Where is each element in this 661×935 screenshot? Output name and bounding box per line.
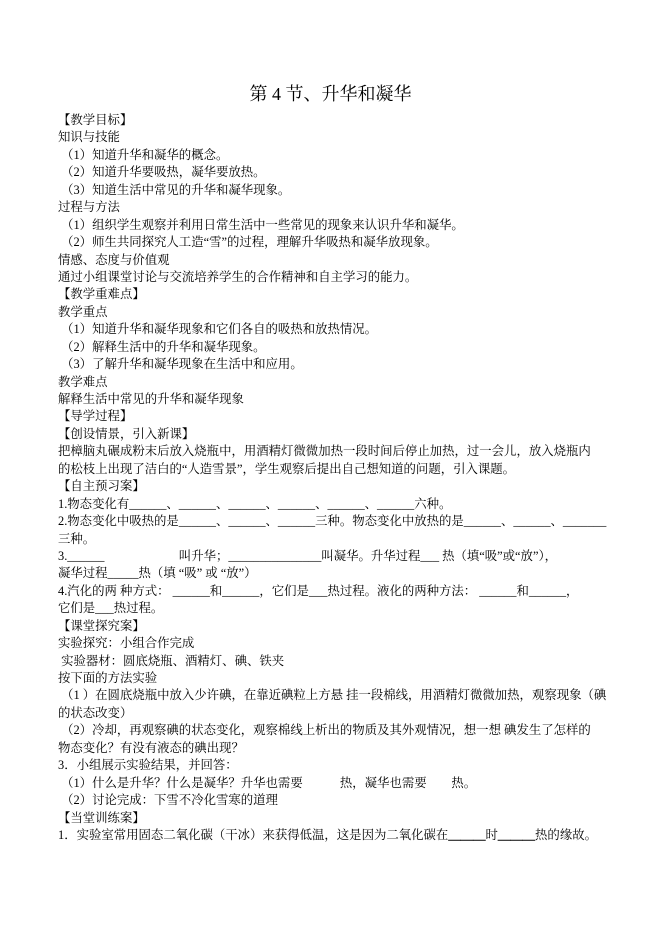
doc-line: 实验探究：小组合作完成 bbox=[58, 636, 195, 651]
heading-guided-learning-process: 【导学过程】 bbox=[58, 409, 133, 424]
heading-key-and-difficult-points: 【教学重难点】 bbox=[58, 287, 145, 302]
doc-line: （2）师生共同探究人工造“雪”的过程，理解升华吸热和凝华放现象。 bbox=[58, 235, 438, 250]
doc-line: 知识与技能 bbox=[58, 130, 120, 145]
doc-line: 实验器材：圆底烧瓶、酒精灯、碘、铁夹 bbox=[58, 653, 285, 668]
fill-blank-question: 4.汽化的两 种方式： ______和______，它们是___热过程。液化的两种方法： ______和______， bbox=[58, 583, 579, 598]
doc-line: （2）解释生活中的升华和凝华现象。 bbox=[58, 339, 266, 354]
doc-line: （3）了解升华和凝华现象在生活中和应用。 bbox=[58, 357, 303, 372]
training-question-1 bbox=[58, 827, 598, 844]
doc-line: （2）讨论完成：下雪不冷化雪寒的道理 bbox=[58, 793, 278, 808]
doc-line: （3）知道生活中常见的升华和凝华现象。 bbox=[58, 182, 291, 197]
heading-self-study-preview: 【自主预习案】 bbox=[58, 479, 145, 494]
q1-text-mid: 时 bbox=[485, 827, 498, 842]
fill-blank-question: 凝华过程_____热（填 “吸” 或 “放”） bbox=[58, 566, 257, 581]
fill-blank-question: 它们是___热过程。 bbox=[58, 601, 164, 616]
doc-line: 通过小组课堂讨论与交流培养学生的合作精神和自主学习的能力。 bbox=[58, 269, 418, 284]
doc-line: 把樟脑丸碾成粉末后放入烧瓶中，用酒精灯微微加热一段时间后停止加热，过一会儿，放入烧瓶内 bbox=[58, 444, 591, 459]
heading-teaching-objectives: 【教学目标】 bbox=[58, 113, 133, 127]
doc-line: 物态变化？有没有液态的碘出现？ bbox=[58, 740, 244, 755]
heading-create-scenario-intro: 【创设情景，引入新课】 bbox=[58, 426, 195, 441]
doc-line: 过程与方法 bbox=[58, 200, 120, 215]
doc-body bbox=[58, 112, 607, 844]
doc-line: （1）组织学生观察并利用日常生活中一些常见的现象来认识升华和凝华。 bbox=[58, 217, 464, 232]
doc-line: 情感、态度与价值观 bbox=[58, 252, 170, 267]
doc-line: （2）冷却，再观察碘的状态变化，观察棉线上析出的物质及其外观情况，想一想 碘发生了怎样的 bbox=[58, 723, 591, 738]
doc-line: 的状态改变） bbox=[58, 705, 133, 720]
doc-line: （2）知道升华要吸热，凝华要放热。 bbox=[58, 165, 266, 180]
doc-line: 解释生活中常见的升华和凝华现象 bbox=[58, 392, 244, 406]
doc-line: （1 ）在圆底烧瓶中放入少许碘，在靠近碘粒上方悬 挂一段棉线，用酒精灯微微加热，观察现象（碘 bbox=[58, 688, 607, 703]
fill-blank-question: 3.______ 叫升华；_______________叫凝华。升华过程___ 热（填“吸”或“放”）， bbox=[58, 548, 558, 563]
doc-line: 按下面的方法实验 bbox=[58, 671, 158, 685]
doc-line: 教学重点 bbox=[58, 304, 108, 319]
fill-blank-question: 三种。 bbox=[58, 531, 96, 546]
q1-text-pre: 1．实验室常用固态二氧化碳（干冰）来获得低温，这是因为二氧化碳在 bbox=[58, 827, 449, 842]
doc-title: 第 4 节、升华和凝华 bbox=[249, 84, 412, 104]
heading-in-class-training: 【当堂训练案】 bbox=[58, 810, 145, 825]
fill-blank-question: 2.物态变化中吸热的是______、______、______三种。物态变化中放热的是______、______、_______ bbox=[58, 514, 607, 529]
q1-text-post: 热的缘故。 bbox=[535, 827, 597, 842]
doc-line: 教学难点 bbox=[58, 374, 108, 389]
heading-classroom-inquiry: 【课堂探究案】 bbox=[58, 618, 145, 633]
q1-blank-underline-1: ＿＿＿ bbox=[448, 827, 486, 842]
doc-line: （1）什么是升华？什么是凝华？升华也需要 热，凝华也需要 热。 bbox=[58, 775, 477, 790]
doc-line: 的松枝上出现了洁白的“人造雪景”，学生观察后提出自己想知道的问题，引入课题。 bbox=[58, 461, 516, 476]
q1-blank-underline-2: ＿＿＿ bbox=[497, 827, 536, 842]
doc-line: （1）知道升华和凝华的概念。 bbox=[58, 147, 229, 162]
doc-line: 3．小组展示实验结果，并回答： bbox=[58, 758, 238, 773]
doc-line: （1）知道升华和凝华现象和它们各自的吸热和放热情况。 bbox=[58, 322, 378, 337]
fill-blank-question: 1.物态变化有______、______、______、______、______、______六种。 bbox=[58, 496, 452, 511]
